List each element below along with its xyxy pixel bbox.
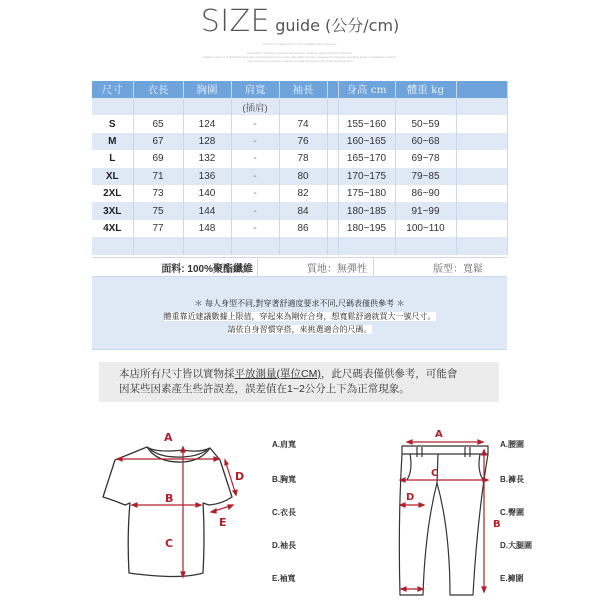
header-chest: 胸圍 bbox=[183, 81, 231, 98]
cell-chest: 144 bbox=[183, 202, 231, 219]
cell-size: XL bbox=[92, 168, 133, 185]
pants-label-a: A bbox=[435, 429, 443, 440]
shirt-legend-d: D.袖長 bbox=[272, 541, 296, 550]
note-line-2: 體重靠近建議數據上限值，穿起來為剛好合身，想寬鬆舒適就買大一號尺寸。 bbox=[163, 312, 436, 321]
cell-weight: 50~59 bbox=[395, 115, 456, 132]
cell-sleeve: 78 bbox=[279, 150, 327, 167]
disclaimer-part-1: 本店所有尺寸皆以實物採 bbox=[119, 368, 235, 380]
tshirt-measurement-diagram bbox=[95, 425, 265, 595]
pants-legend-a: A.腰圍 bbox=[500, 440, 524, 449]
table-header-row bbox=[92, 81, 507, 98]
shirt-legend-a: A.肩寬 bbox=[272, 440, 296, 449]
size-table bbox=[92, 81, 508, 255]
table-subheader-row bbox=[92, 98, 507, 115]
header-blank-2 bbox=[456, 81, 507, 98]
cell-sleeve: 80 bbox=[279, 168, 327, 185]
pants-legend-e: E.褲圍 bbox=[500, 574, 524, 583]
cell-height: 180~195 bbox=[338, 220, 395, 237]
texture-label: 質地：無彈性 bbox=[257, 258, 373, 276]
shirt-legend-e: E.袖寬 bbox=[272, 574, 296, 583]
cell-size: L bbox=[92, 150, 133, 167]
cell-shoulder: - bbox=[231, 150, 279, 167]
shirt-legend-b: B.胸寬 bbox=[272, 475, 296, 484]
disclaimer-line-2: 因某些因素產生些許誤差，誤差值在1~2公分上下為正常現象。 bbox=[119, 383, 410, 395]
cell-height: 160~165 bbox=[338, 133, 395, 150]
cell-shoulder: - bbox=[231, 220, 279, 237]
header-length: 衣長 bbox=[133, 81, 183, 98]
cell-weight: 100~110 bbox=[395, 220, 456, 237]
pants-measurement-diagram bbox=[395, 420, 505, 600]
table-row bbox=[92, 185, 507, 202]
filler-text-3: Fashion refers to a distinctive and often habitual trend in the style with which a person dresses as well as to prevailing styles in behaviour. Fashion bbox=[203, 55, 397, 59]
cell-weight: 60~68 bbox=[395, 133, 456, 150]
table-row bbox=[92, 202, 507, 219]
table-row bbox=[92, 133, 507, 150]
shirt-legend-c: C.衣長 bbox=[272, 508, 296, 517]
cell-length: 73 bbox=[133, 185, 183, 202]
page-title bbox=[0, 4, 600, 39]
cell-weight: 79~85 bbox=[395, 168, 456, 185]
shirt-label-a: A bbox=[164, 431, 173, 444]
header-weight: 體重 kg bbox=[395, 81, 456, 98]
cell-sleeve: 86 bbox=[279, 220, 327, 237]
cell-sleeve: 76 bbox=[279, 133, 327, 150]
cell-sleeve: 82 bbox=[279, 185, 327, 202]
header-blank bbox=[327, 81, 338, 98]
cell-size: S bbox=[92, 115, 133, 132]
material-row bbox=[92, 257, 507, 277]
fit-label: 版型：寬鬆 bbox=[373, 258, 507, 276]
header-height: 身高 cm bbox=[338, 81, 395, 98]
table-row bbox=[92, 168, 507, 185]
cell-shoulder: - bbox=[231, 133, 279, 150]
pants-legend-c: C.臀圍 bbox=[500, 508, 524, 517]
header-shoulder: 肩寬 bbox=[231, 81, 279, 98]
shirt-label-b: B bbox=[165, 492, 174, 505]
cell-sleeve: 84 bbox=[279, 202, 327, 219]
disclaimer-underlined: 平放測量(單位CM) bbox=[234, 368, 321, 380]
cell-sleeve: 74 bbox=[279, 115, 327, 132]
cell-chest: 148 bbox=[183, 220, 231, 237]
pants-label-c: C bbox=[431, 468, 439, 479]
note-line-3: 請依自身習慣穿搭，來挑選適合的尺碼。 bbox=[227, 325, 372, 334]
pants-legend-b: B.褲長 bbox=[500, 475, 524, 484]
subheader-shoulder: (插肩) bbox=[231, 98, 279, 115]
cell-shoulder: - bbox=[231, 202, 279, 219]
pants-label-b: B bbox=[493, 519, 501, 530]
shirt-label-d: D bbox=[235, 470, 245, 483]
size-notes bbox=[92, 277, 507, 350]
note-line-1: ＊ 每人身型不同,對穿著舒適度要求不同,尺碼表僅供參考 ＊ bbox=[194, 299, 405, 308]
cell-size: M bbox=[92, 133, 133, 150]
filler-text-1: Fashion is a general term for a popular style or practice, bbox=[262, 42, 338, 46]
cell-size: 3XL bbox=[92, 202, 133, 219]
title-guide: guide (公分/cm) bbox=[270, 16, 400, 35]
header-size: 尺寸 bbox=[92, 81, 133, 98]
cell-chest: 128 bbox=[183, 133, 231, 150]
cell-length: 75 bbox=[133, 202, 183, 219]
cell-length: 69 bbox=[133, 150, 183, 167]
cell-weight: 86~90 bbox=[395, 185, 456, 202]
cell-chest: 124 bbox=[183, 115, 231, 132]
pants-label-d: D bbox=[406, 492, 415, 503]
disclaimer-part-2: ，此尺碼表僅供參考，可能會 bbox=[320, 368, 458, 380]
cell-height: 155~160 bbox=[338, 115, 395, 132]
cell-length: 65 bbox=[133, 115, 183, 132]
table-row bbox=[92, 150, 507, 167]
measurement-disclaimer bbox=[99, 362, 499, 402]
cell-chest: 132 bbox=[183, 150, 231, 167]
shirt-label-c: C bbox=[165, 537, 174, 550]
cell-height: 170~175 bbox=[338, 168, 395, 185]
cell-shoulder: - bbox=[231, 185, 279, 202]
cell-length: 67 bbox=[133, 133, 183, 150]
filler-text-2: especially in clothing, footwear, accessories, makeup, body piercing or furniture. bbox=[246, 51, 354, 55]
pants-legend-d: D.大腿圍 bbox=[500, 541, 532, 550]
cell-length: 71 bbox=[133, 168, 183, 185]
cell-chest: 136 bbox=[183, 168, 231, 185]
table-row bbox=[92, 220, 507, 237]
cell-height: 175~180 bbox=[338, 185, 395, 202]
cell-weight: 69~78 bbox=[395, 150, 456, 167]
cell-height: 165~170 bbox=[338, 150, 395, 167]
cell-height: 180~185 bbox=[338, 202, 395, 219]
cell-shoulder: - bbox=[231, 168, 279, 185]
cell-weight: 91~99 bbox=[395, 202, 456, 219]
shirt-label-e: E bbox=[219, 516, 227, 529]
cell-length: 77 bbox=[133, 220, 183, 237]
header-sleeve: 袖長 bbox=[279, 81, 327, 98]
table-empty-row bbox=[92, 237, 507, 254]
filler-text-4: also refers to the newest creations of textile designers. The more technical term bbox=[247, 59, 353, 63]
cell-size: 4XL bbox=[92, 220, 133, 237]
table-row bbox=[92, 115, 507, 132]
cell-shoulder: - bbox=[231, 115, 279, 132]
cell-size: 2XL bbox=[92, 185, 133, 202]
title-size: SIZE bbox=[200, 4, 271, 39]
cell-chest: 140 bbox=[183, 185, 231, 202]
material-label: 面料: 100%聚酯纖維 bbox=[161, 263, 253, 275]
